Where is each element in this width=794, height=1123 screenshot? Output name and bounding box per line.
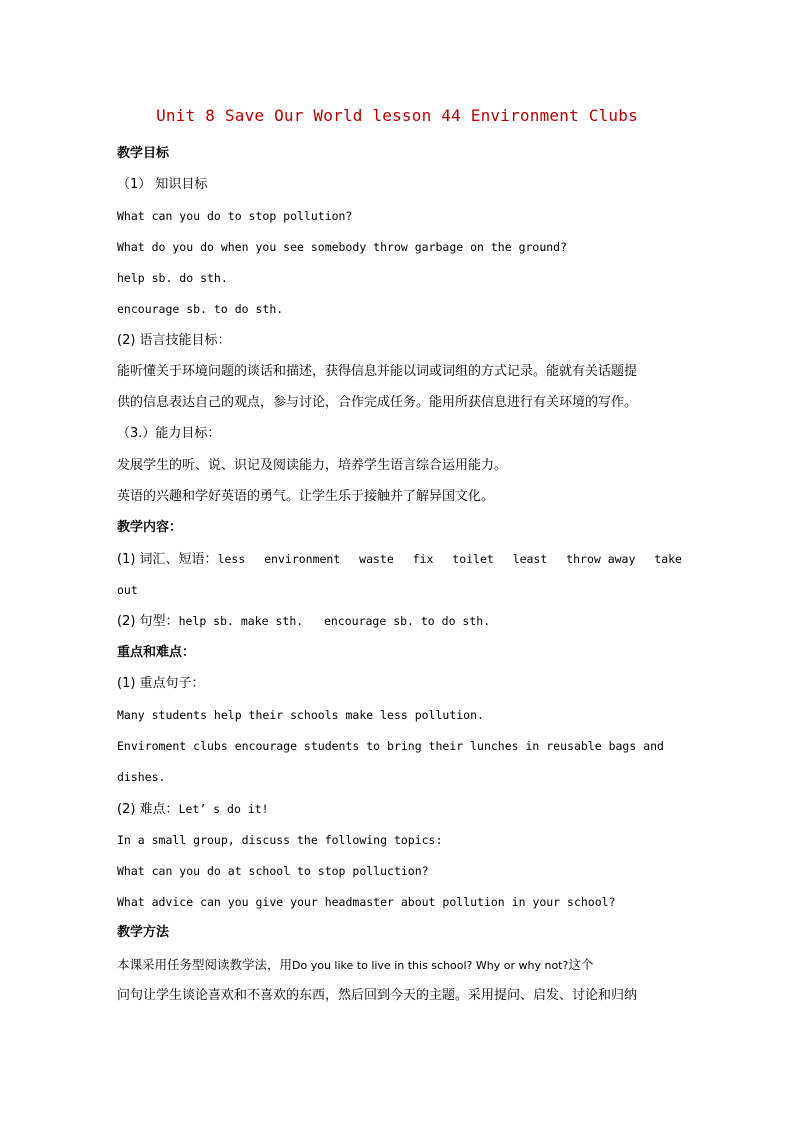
language-text: 供的信息表达自己的观点，参与讨论，合作完成任务。能用所获信息进行有关环境的写作。 [117, 395, 638, 410]
language-text: 能听懂关于环境问题的谈话和描述，获得信息并能以词或词组的方式记录。能就有关话题提 [117, 364, 638, 379]
ability-text: 发展学生的听、说、识记及阅读能力，培养学生语言综合运用能力。 [117, 458, 508, 473]
method-text: 本课采用任务型阅读教学法，用 [117, 957, 293, 972]
key-sentence: Many students help their schools make less pollution. [117, 708, 484, 722]
vocab-continuation: out [117, 583, 138, 597]
knowledge-item: What do you do when you see somebody throw garbage on the ground? [117, 240, 568, 254]
vocab-word: throw away [566, 552, 636, 566]
difficult-line [117, 799, 682, 819]
method-text: 这个 [568, 957, 594, 972]
ability-label: （3.）能力目标： [117, 426, 221, 441]
keypoints-heading: 重点和难点： [117, 645, 196, 660]
objectives-heading: 教学目标 [117, 146, 170, 161]
knowledge-item: encourage sb. to do sth. [117, 302, 284, 316]
difficult-label: (2) 难点： [117, 802, 179, 817]
topic-item: What advice can you give your headmaster about pollution in your school? [117, 895, 616, 909]
topic-item: What can you do at school to stop polluction? [117, 864, 429, 878]
key-label: (1) 重点句子： [117, 676, 205, 691]
ability-text: 英语的兴趣和学好英语的勇气。让学生乐于接触并了解异国文化。 [117, 489, 495, 504]
vocab-label: (1) 词汇、短语： [117, 552, 218, 567]
group-text: In a small group, discuss the following topics: [117, 833, 443, 847]
vocab-label-group [117, 549, 245, 569]
difficult-text: Let’ s do it! [178, 802, 269, 816]
vocab-word: take [654, 552, 682, 566]
knowledge-item: help sb. do sth. [117, 271, 228, 285]
vocab-word: toilet [452, 552, 494, 566]
content-heading: 教学内容： [117, 520, 183, 535]
sentence-text: help sb. make sth. encourage sb. to do sth. [178, 614, 491, 628]
key-sentence: dishes. [117, 770, 166, 784]
knowledge-item: What can you do to stop pollution? [117, 209, 353, 223]
vocab-word: fix [412, 552, 434, 566]
sentence-line [117, 611, 682, 631]
vocab-word: least [512, 552, 548, 566]
vocab-word: environment [264, 552, 341, 566]
method-line [117, 955, 682, 975]
sentence-label: (2) 句型： [117, 614, 179, 629]
method-text: 问句让学生谈论喜欢和不喜欢的东西，然后回到今天的主题。采用提问、启发、讨论和归纳 [117, 988, 638, 1003]
vocab-word: less [217, 552, 246, 566]
document-title: Unit 8 Save Our World lesson 44 Environment Clubs [156, 106, 638, 125]
vocab-word: waste [359, 552, 394, 566]
knowledge-label: （1） 知识目标 [117, 177, 208, 192]
method-question: Do you like to live in this school? Why or why not? [292, 959, 569, 972]
language-label: (2) 语言技能目标： [117, 333, 231, 348]
key-sentence: Enviroment clubs encourage students to bring their lunches in reusable bags and [117, 739, 664, 753]
method-heading: 教学方法 [117, 925, 170, 940]
vocab-line [117, 549, 682, 569]
